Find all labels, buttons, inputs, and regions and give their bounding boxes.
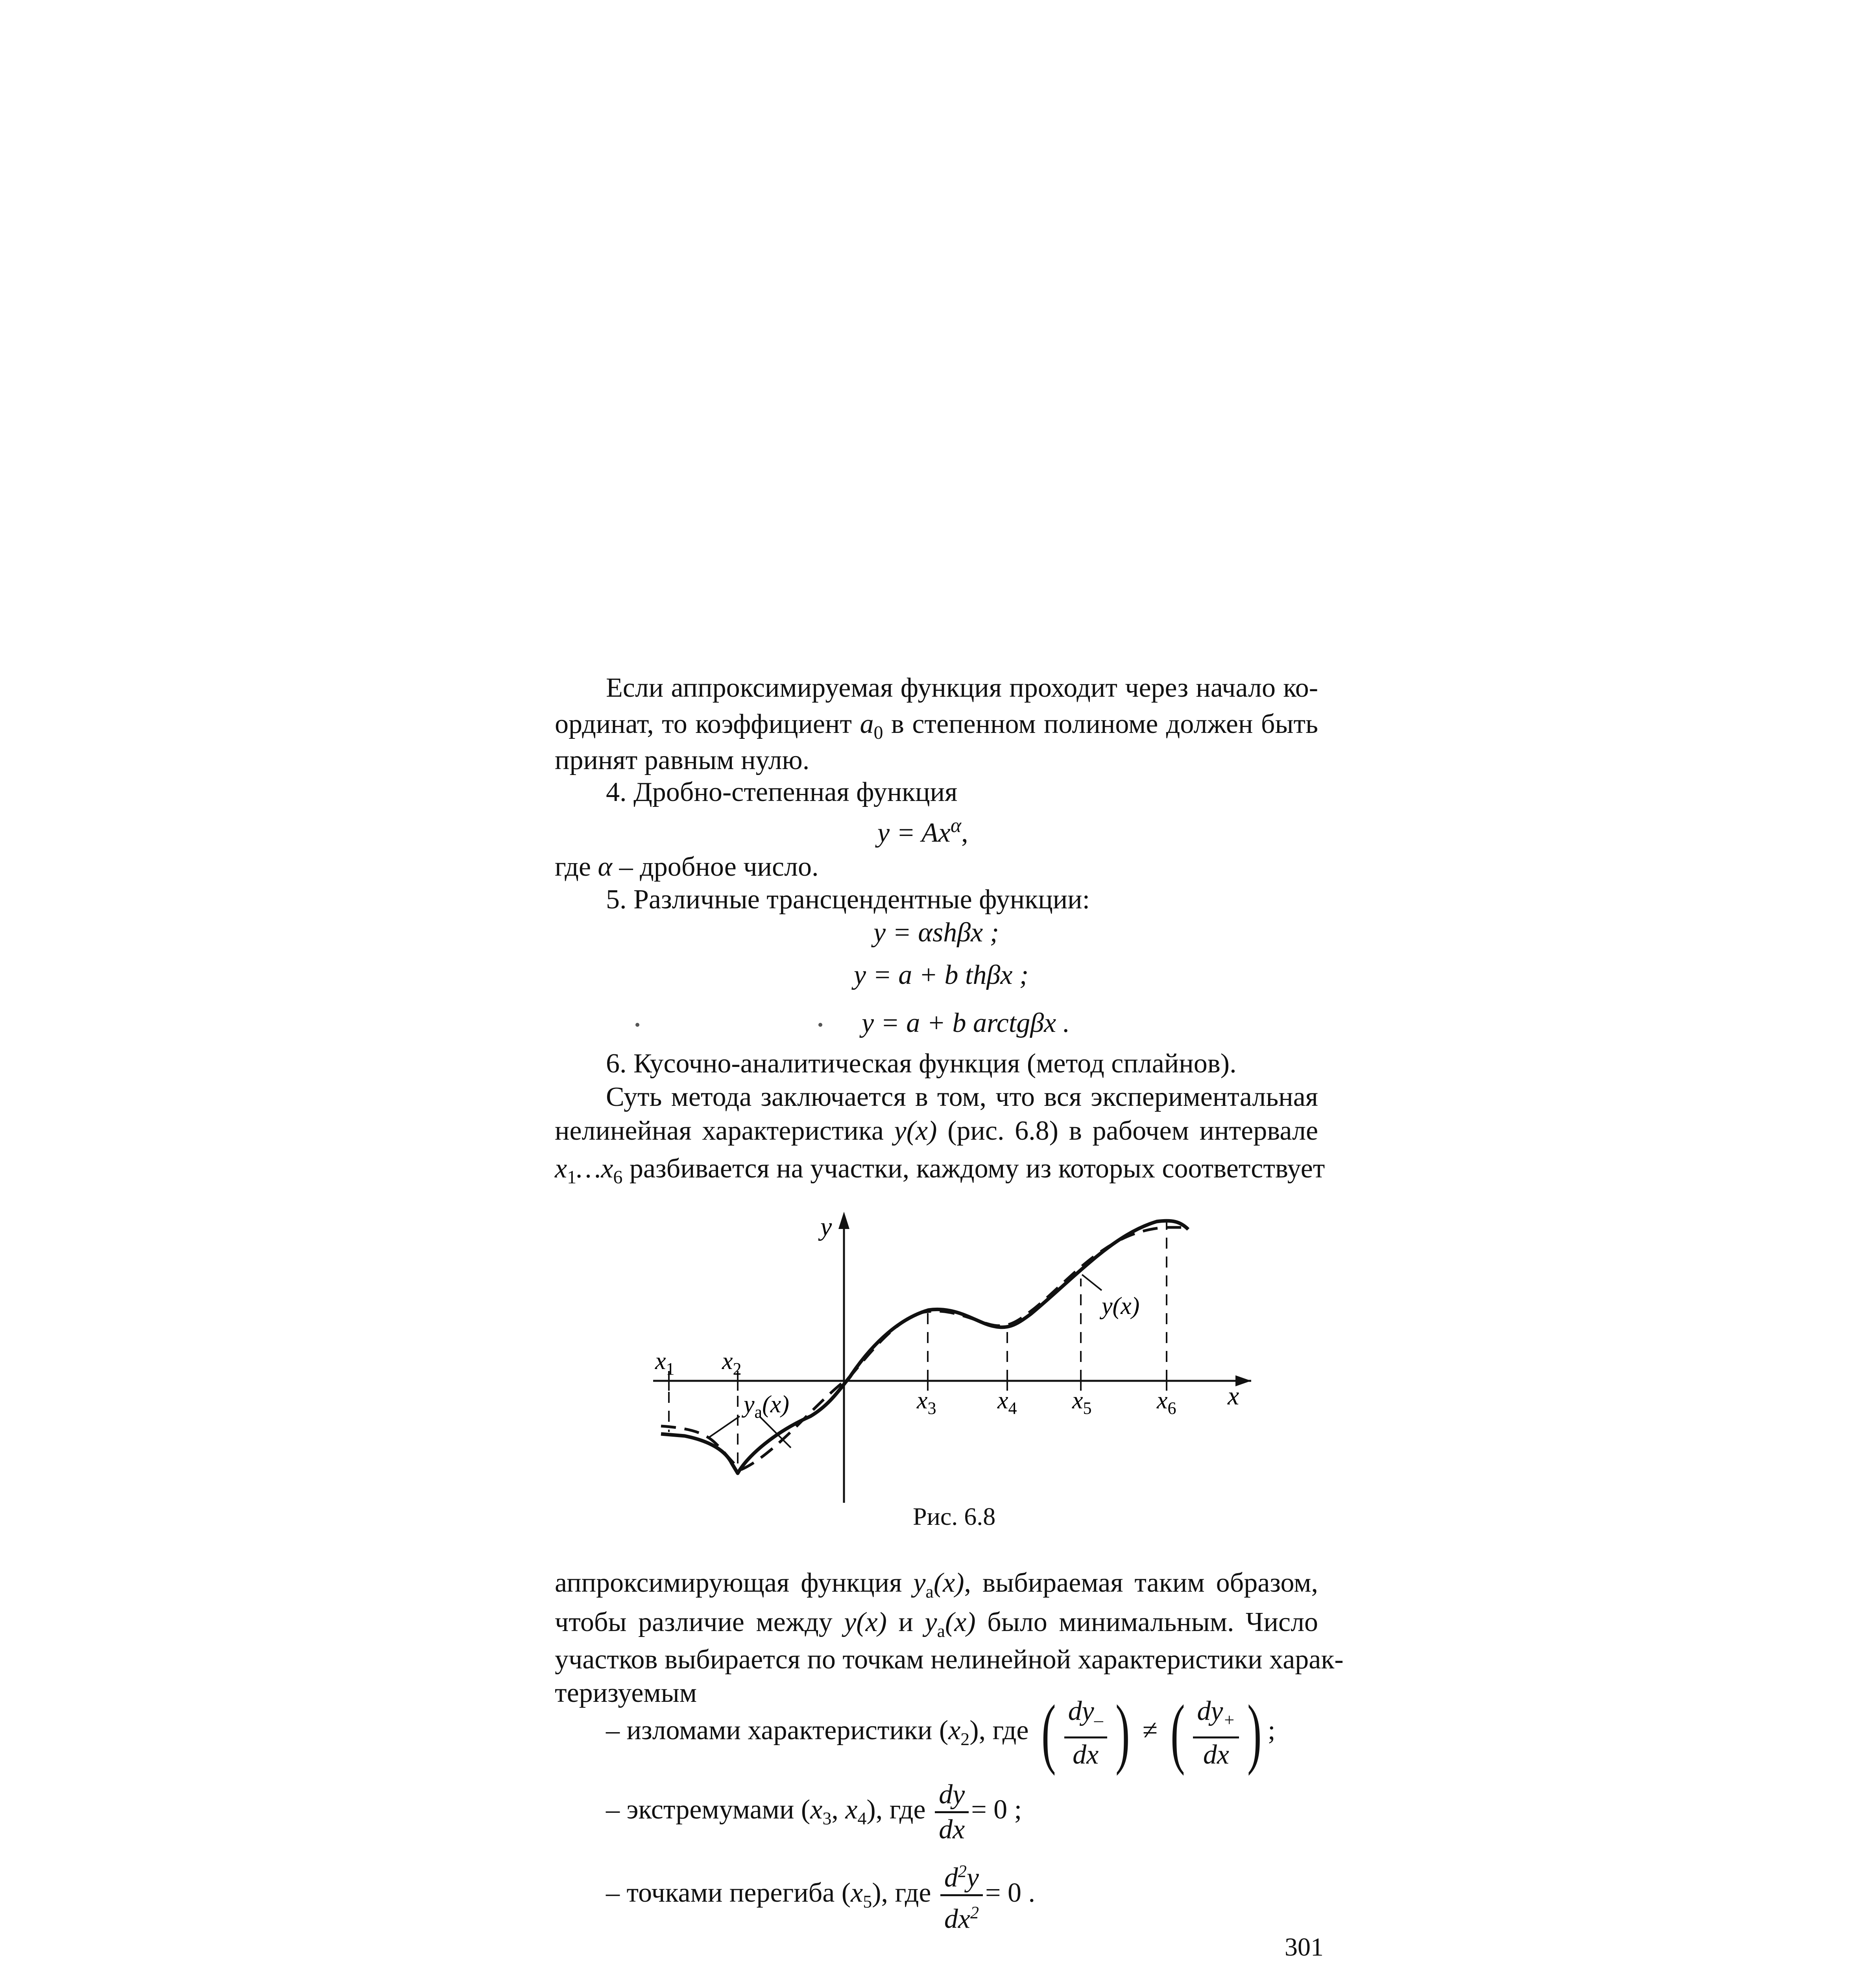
scan-speck xyxy=(635,1023,639,1027)
text-line: принят равным нулю. xyxy=(555,745,810,775)
curve-y xyxy=(661,1221,1188,1473)
text-line: Если аппроксимируемая функция проходит через начало ко- xyxy=(606,673,1318,703)
list-item-heading: 6. Кусочно-аналитическая функция (метод сплайнов). xyxy=(606,1048,1237,1079)
text-line: участков выбирается по точкам нелинейной характеристики харак- xyxy=(555,1644,1344,1675)
text-line: $x_1\dots x_6$ разбивается на участки, каждому из которых соответствует xyxy=(555,1153,1325,1188)
axis-x-label: x xyxy=(1228,1382,1239,1410)
figure-6-8 xyxy=(645,1212,1259,1503)
text-line: нелинейная характеристика y(x) (рис. 6.8) в рабочем интервале xyxy=(555,1116,1318,1146)
scan-speck xyxy=(818,1023,822,1027)
text-line: аппроксимирующая функция $y_а(x)$, выбираемая таким образом, xyxy=(555,1568,1318,1602)
formula: $y = Ax^\alpha$, xyxy=(877,814,968,848)
axis-y-label: y xyxy=(820,1212,832,1241)
tick-label-x6: $x_6$ xyxy=(1157,1387,1176,1418)
formula: y = a + b thβx ; xyxy=(854,960,1029,990)
curve-label-ya: $y_a(x)$ xyxy=(744,1391,789,1422)
leader-y xyxy=(1082,1275,1102,1290)
bullet-inflection: – точками перегиба $(x_5)$, где $\frac{d^2y}{dx^2}$ = 0 . xyxy=(606,1855,1035,1936)
list-item-heading: 5. Различные трансцендентные функции: xyxy=(606,884,1090,915)
text-line: ординат, то коэффициент $a_0$ в степенном полиноме должен быть xyxy=(555,709,1318,743)
tick-label-x4: $x_4$ xyxy=(997,1387,1017,1418)
formula: y = a + b arctgβx . xyxy=(862,1008,1070,1038)
curve-label-y: y(x) xyxy=(1102,1293,1140,1319)
leader-ya-1 xyxy=(708,1416,740,1438)
text-line: чтобы различие между y(x) и $y_а(x)$ было минимальным. Число xyxy=(555,1607,1318,1641)
tick-label-x3: $x_3$ xyxy=(917,1387,936,1418)
formula: y = αshβx ; xyxy=(873,917,999,948)
tick-label-x1: $x_1$ xyxy=(655,1348,675,1378)
text-line: теризуемым xyxy=(555,1678,697,1708)
curve-ya xyxy=(661,1227,1188,1469)
text-line: где α – дробное число. xyxy=(555,852,819,882)
bullet-extrema: – экстремумами ($x_3$, $x_4$), где $\frac{dy}{dx}$ = 0 ; xyxy=(606,1778,1022,1846)
tick-label-x2: $x_2$ xyxy=(722,1348,742,1378)
figure-caption: Рис. 6.8 xyxy=(913,1502,996,1530)
y-axis-arrow xyxy=(838,1212,849,1229)
list-item-heading: 4. Дробно-степенная функция xyxy=(606,777,958,807)
page-number: 301 xyxy=(1285,1933,1324,1961)
tick-label-x5: $x_5$ xyxy=(1072,1387,1092,1418)
text-line: Суть метода заключается в том, что вся экспериментальная xyxy=(606,1082,1318,1112)
bullet-kinks: – изломами характеристики $(x_2)$, где ( $\frac{dy_-}{dx}$ ) ≠ ( $\frac{dy_+}{dx}$ ) ; xyxy=(606,1689,1276,1776)
